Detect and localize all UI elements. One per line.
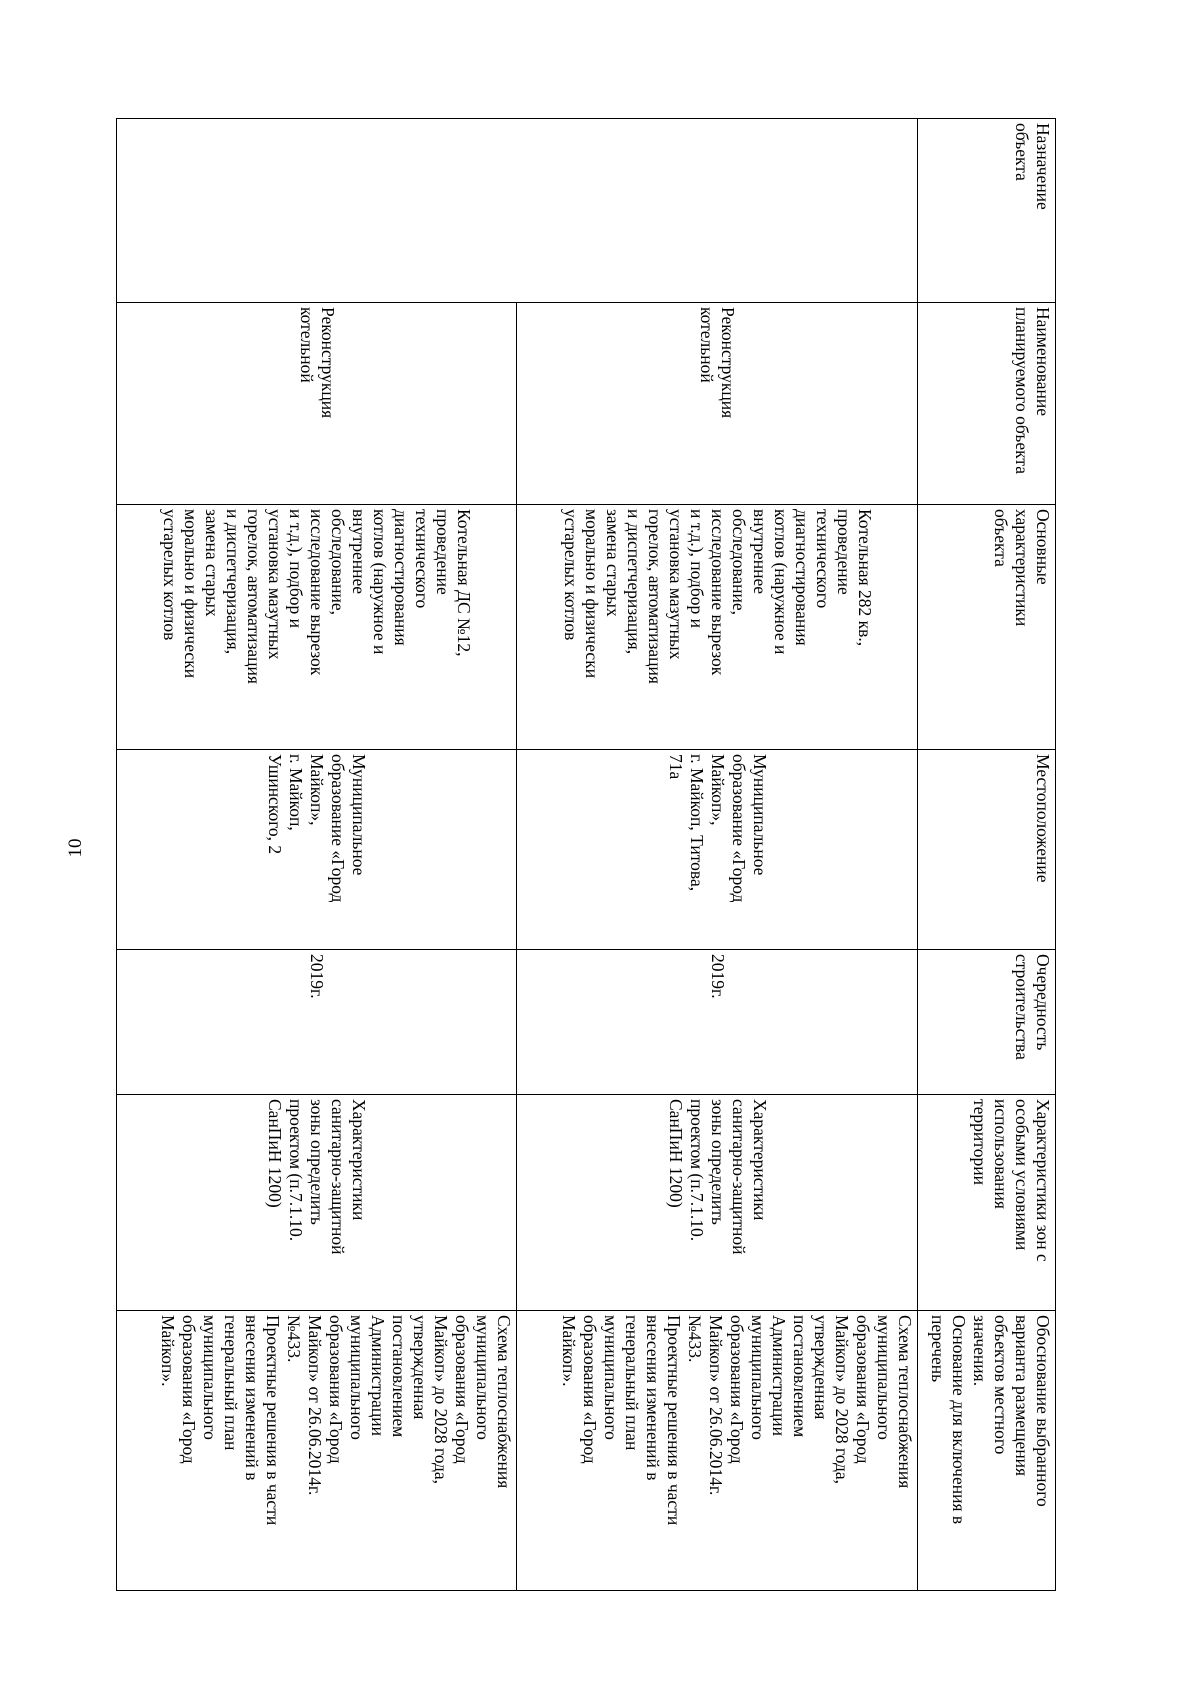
cell-location: Муниципальное образование «Город Майкоп», г. Майкоп, Титова, 71а — [517, 750, 917, 950]
cell-characteristics: Котельная ДС №12, проведение технического диагностирования котлов (наружное и внутреннее обследование, исследование вырезок и т.д.), подбор и установка мазутных горелок, автоматизация и диспетчеризация, замена старых морально и физически устарелых котлов — [117, 505, 517, 750]
objects-table — [116, 118, 1056, 1591]
cell-purpose — [117, 119, 517, 303]
cell-characteristics: Котельная 282 кв., проведение технического диагностирования котлов (наружное и внутреннее обследование, исследование вырезок и т.д.), подбор и установка мазутных горелок, автоматизация и диспетчеризация, замена старых морально и физически устарелых котлов — [517, 505, 917, 750]
table-row — [117, 119, 517, 1591]
cell-order: 2019г. — [517, 950, 917, 1095]
rotated-table-container — [116, 118, 1056, 1590]
cell-purpose — [517, 119, 917, 303]
header-zones: Характеристики зон с особыми условиями использования территории — [917, 1095, 1055, 1311]
header-order: Очередность строительства — [917, 950, 1055, 1095]
cell-name: Реконструкция котельной — [517, 303, 917, 505]
table-row — [517, 119, 917, 1591]
cell-name: Реконструкция котельной — [117, 303, 517, 505]
header-purpose: Назначение объекта — [917, 119, 1055, 303]
header-characteristics: Основные характеристики объекта — [917, 505, 1055, 750]
header-name: Наименование планируемого объекта — [917, 303, 1055, 505]
header-basis: Обоснование выбранного варианта размещения объектов местного значения. Основание для включения в перечень — [917, 1311, 1055, 1591]
page-number: 10 — [65, 838, 86, 858]
cell-basis: Схема теплоснабжения муниципального образования «Город Майкоп» до 2028 года, утвержденная постановлением Администрации муниципального образования «Город Майкоп» от 26.06.2014г. №433. Проектные решения в части внесения изменений в генеральный план муниципального образования «Город Майкоп». — [117, 1311, 517, 1591]
cell-order: 2019г. — [117, 950, 517, 1095]
cell-location: Муниципальное образование «Город Майкоп», г. Майкоп, Ушинского, 2 — [117, 750, 517, 950]
cell-zones: Характеристики санитарно-защитной зоны определить проектом (п.7.1.10. СанПиН 1200) — [117, 1095, 517, 1311]
cell-basis: Схема теплоснабжения муниципального образования «Город Майкоп» до 2028 года, утвержденная постановлением Администрации муниципального образования «Город Майкоп» от 26.06.2014г. №433. Проектные решения в части внесения изменений в генеральный план муниципального образования «Город Майкоп». — [517, 1311, 917, 1591]
header-location: Местоположение — [917, 750, 1055, 950]
table-header-row — [917, 119, 1055, 1591]
cell-zones: Характеристики санитарно-защитной зоны определить проектом (п.7.1.10. СанПиН 1200) — [517, 1095, 917, 1311]
